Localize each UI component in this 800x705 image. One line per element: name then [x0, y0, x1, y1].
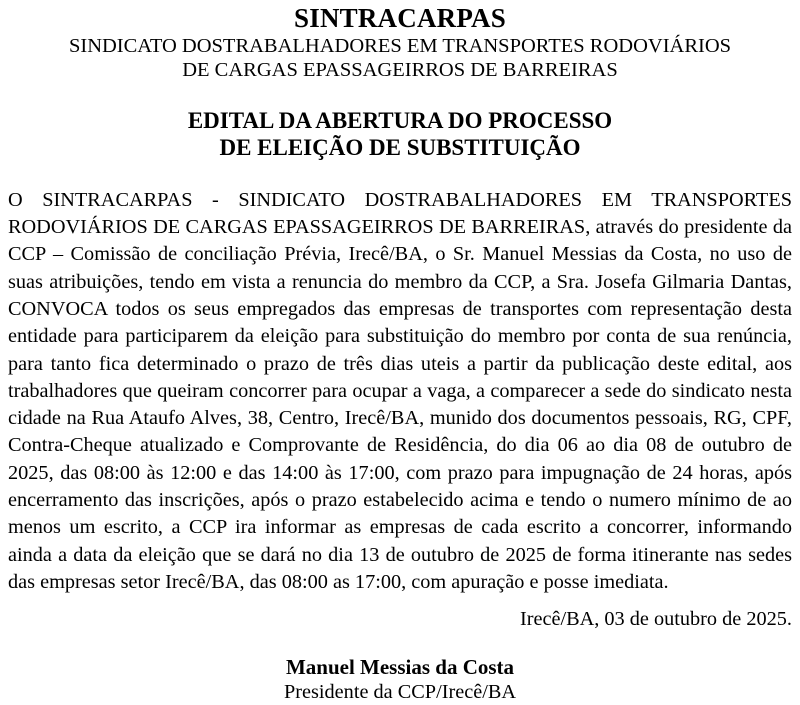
organization-subtitle	[8, 35, 792, 83]
place-and-date: Irecê/BA, 03 de outubro de 2025.	[519, 608, 792, 631]
document-body	[8, 187, 792, 596]
document-title	[8, 107, 792, 162]
signer-role: Presidente da CCP/Irecê/BA	[283, 681, 517, 704]
organization-subtitle-line-1: SINDICATO DOSTRABALHADORES EM TRANSPORTES RODOVIÁRIOS	[68, 34, 732, 57]
organization-subtitle-line-2: DE CARGAS EPASSAGEIRROS DE BARREIRAS	[182, 58, 618, 81]
document-title-line-1: EDITAL DA ABERTURA DO PROCESSO	[187, 107, 613, 133]
organization-name: SINTRACARPAS	[294, 3, 506, 33]
signature-block	[8, 655, 792, 705]
signer-name: Manuel Messias da Costa	[285, 655, 515, 680]
document-title-line-2: DE ELEIÇÃO DE SUBSTITUIÇÃO	[219, 135, 581, 161]
body-paragraph: O SINTRACARPAS - SINDICATO DOSTRABALHADORES EM TRANSPORTES RODOVIÁRIOS DE CARGAS EPASSAGEIRROS DE BARREIRAS, através do presidente da CCP – Comissão de conciliação Prévia, Irecê/BA, o Sr. Manuel Messias da Costa, no uso de suas atribuições, tendo em vista a renuncia do membro da CCP, a Sra. Josefa Gilmaria Dantas, CONVOCA todos os seus empregados das empresas de transportes com representação desta entidade para participarem da eleição para substituição do membro por conta de sua renúncia, para tanto fica determinado o prazo de três dias uteis a partir da publicação deste edital, aos trabalhadores que queiram concorrer para ocupar a vaga, a comparecer a sede do sindicato nesta cidade na Rua Ataufo Alves, 38, Centro, Irecê/BA, munido dos documentos pessoais, RG, CPF, Contra-Cheque atualizado e Comprovante de Residência, do dia 06 ao dia 08 de outubro de 2025, das 08:00 às 12:00 e das 14:00 às 17:00, com prazo para impugnação de 24 horas, após encerramento das inscrições, após o prazo estabelecido acima e tendo o numero mínimo de ao menos um escrito, a CCP ira informar as empresas de cada escrito a concorrer, informando ainda a data da eleição que se dará no dia 13 de outubro de 2025 de forma itinerante nas sedes das empresas setor Irecê/BA, das 08:00 as 17:00, com apuração e posse imediata.	[8, 188, 792, 593]
